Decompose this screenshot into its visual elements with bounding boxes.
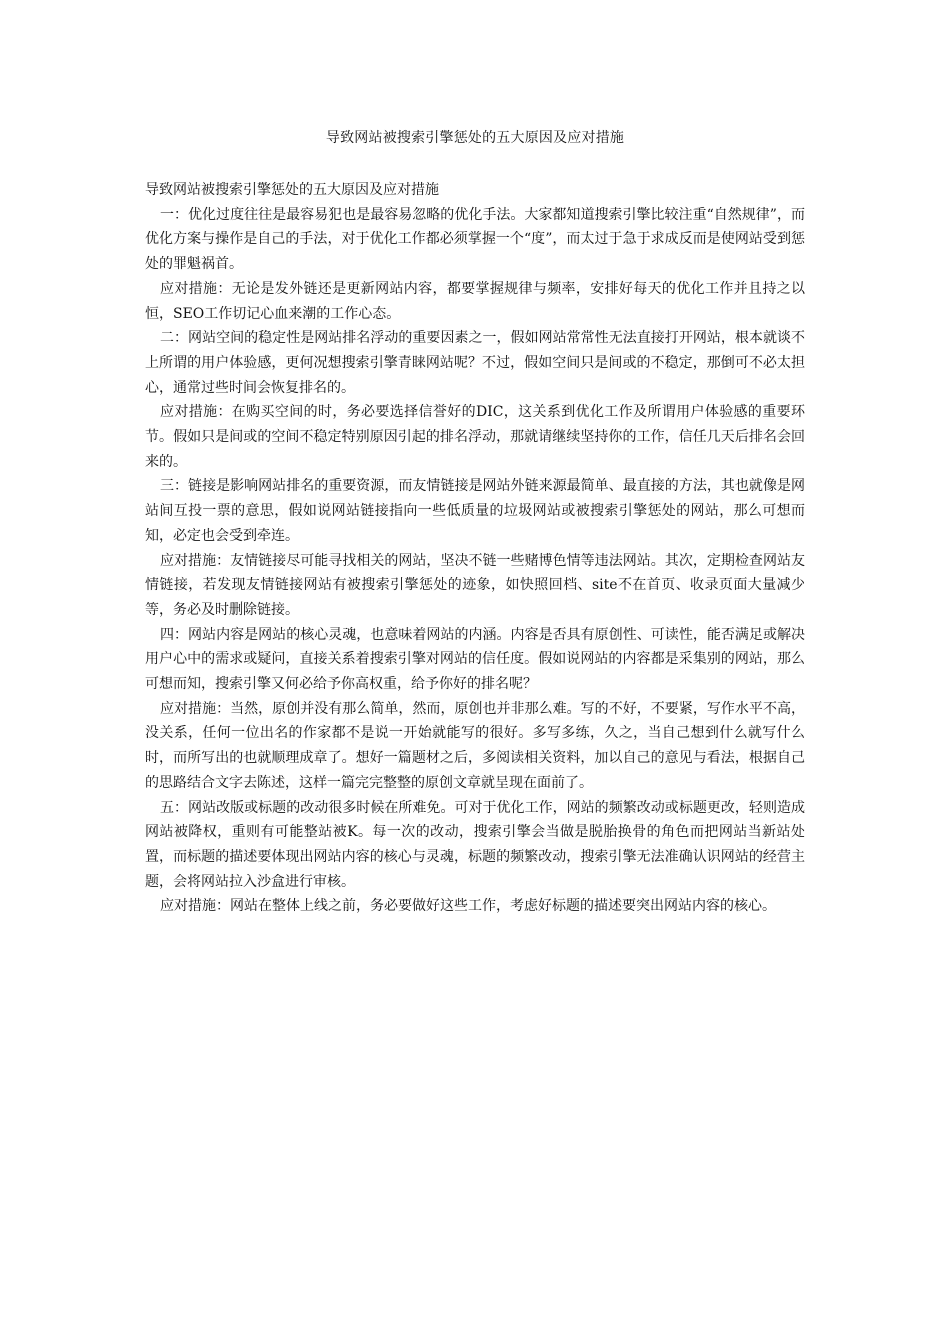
- paragraph-1: 一：优化过度往往是最容易犯也是最容易忽略的优化手法。大家都知道搜索引擎比较注重“自然规律”，而优化方案与操作是自己的手法，对于优化工作都必须掌握一个“度”，而太过于急于求成反而是使网站受到惩处的罪魁祸首。: [145, 206, 805, 273]
- paragraph-10: 应对措施：网站在整体上线之前，务必要做好这些工作，考虑好标题的描述要突出网站内容的核心。: [160, 898, 776, 915]
- paragraph-3: 二：网站空间的稳定性是网站排名浮动的重要因素之一，假如网站常常性无法直接打开网站，根本就谈不上所谓的用户体验感，更何况想搜索引擎青睐网站呢？不过，假如空间只是间或的不稳定，那倒可不必太担心，通常过些时间会恢复排名的。: [145, 330, 805, 396]
- paragraph-9: 五：网站改版或标题的改动很多时候在所难免。可对于优化工作，网站的频繁改动或标题更改，轻则造成网站被降权，重则有可能整站被K。每一次的改动，搜索引擎会当做是脱胎换骨的角色而把网站当新站处置，而标题的描述要体现出网站内容的核心与灵魂，标题的频繁改动，搜索引擎无法准确认识网站的经营主题，会将网站拉入沙盒进行审核。: [145, 799, 805, 890]
- paragraph-4: 应对措施：在购买空间的时，务必要选择信誉好的DIC，这关系到优化工作及所谓用户体验感的重要环节。假如只是间或的空间不稳定特别原因引起的排名浮动，那就请继续坚持你的工作，信任几天后排名会回来的。: [145, 404, 805, 470]
- paragraph-7: 四：网站内容是网站的核心灵魂，也意味着网站的内涵。内容是否具有原创性、可读性，能否满足或解决用户心中的需求或疑问，直接关系着搜索引擎对网站的信任度。假如说网站的内容都是采集别的网站，那么可想而知，搜索引擎又何必给予你高权重，给予你好的排名呢？: [145, 626, 805, 693]
- paragraph-8: 应对措施：当然，原创并没有那么简单，然而，原创也并非那么难。写的不好，不要紧，写作水平不高，没关系，任何一位出名的作家都不是说一开始就能写的很好。多写多练，久之，当自己想到什么就写什么时，而所写出的也就顺理成章了。想好一篇题材之后，多阅读相关资料，加以自己的意见与看法，根据自己的思路结合文字去陈述，这样一篇完完整整的原创文章就呈现在面前了。: [145, 700, 805, 791]
- document-body: [145, 178, 805, 919]
- document-subtitle: 导致网站被搜索引擎惩处的五大原因及应对措施: [145, 182, 439, 198]
- document-title: 导致网站被搜索引擎惩处的五大原因及应对措施: [325, 130, 625, 146]
- paragraph-6: 应对措施：友情链接尽可能寻找相关的网站，坚决不链一些赌博色情等违法网站。其次，定期检查网站友情链接，若发现友情链接网站有被搜索引擎惩处的迹象，如快照回档、site不在首页、收录页面大量减少等，务必及时删除链接。: [145, 552, 805, 618]
- paragraph-5: 三：链接是影响网站排名的重要资源，而友情链接是网站外链来源最简单、最直接的方法，其也就像是网站间互投一票的意思，假如说网站链接指向一些低质量的垃圾网站或被搜索引擎惩处的网站，那么可想而知，必定也会受到牵连。: [145, 478, 805, 544]
- paragraph-2: 应对措施：无论是发外链还是更新网站内容，都要掌握规律与频率，安排好每天的优化工作并且持之以恒，SEO工作切记心血来潮的工作心态。: [145, 280, 805, 322]
